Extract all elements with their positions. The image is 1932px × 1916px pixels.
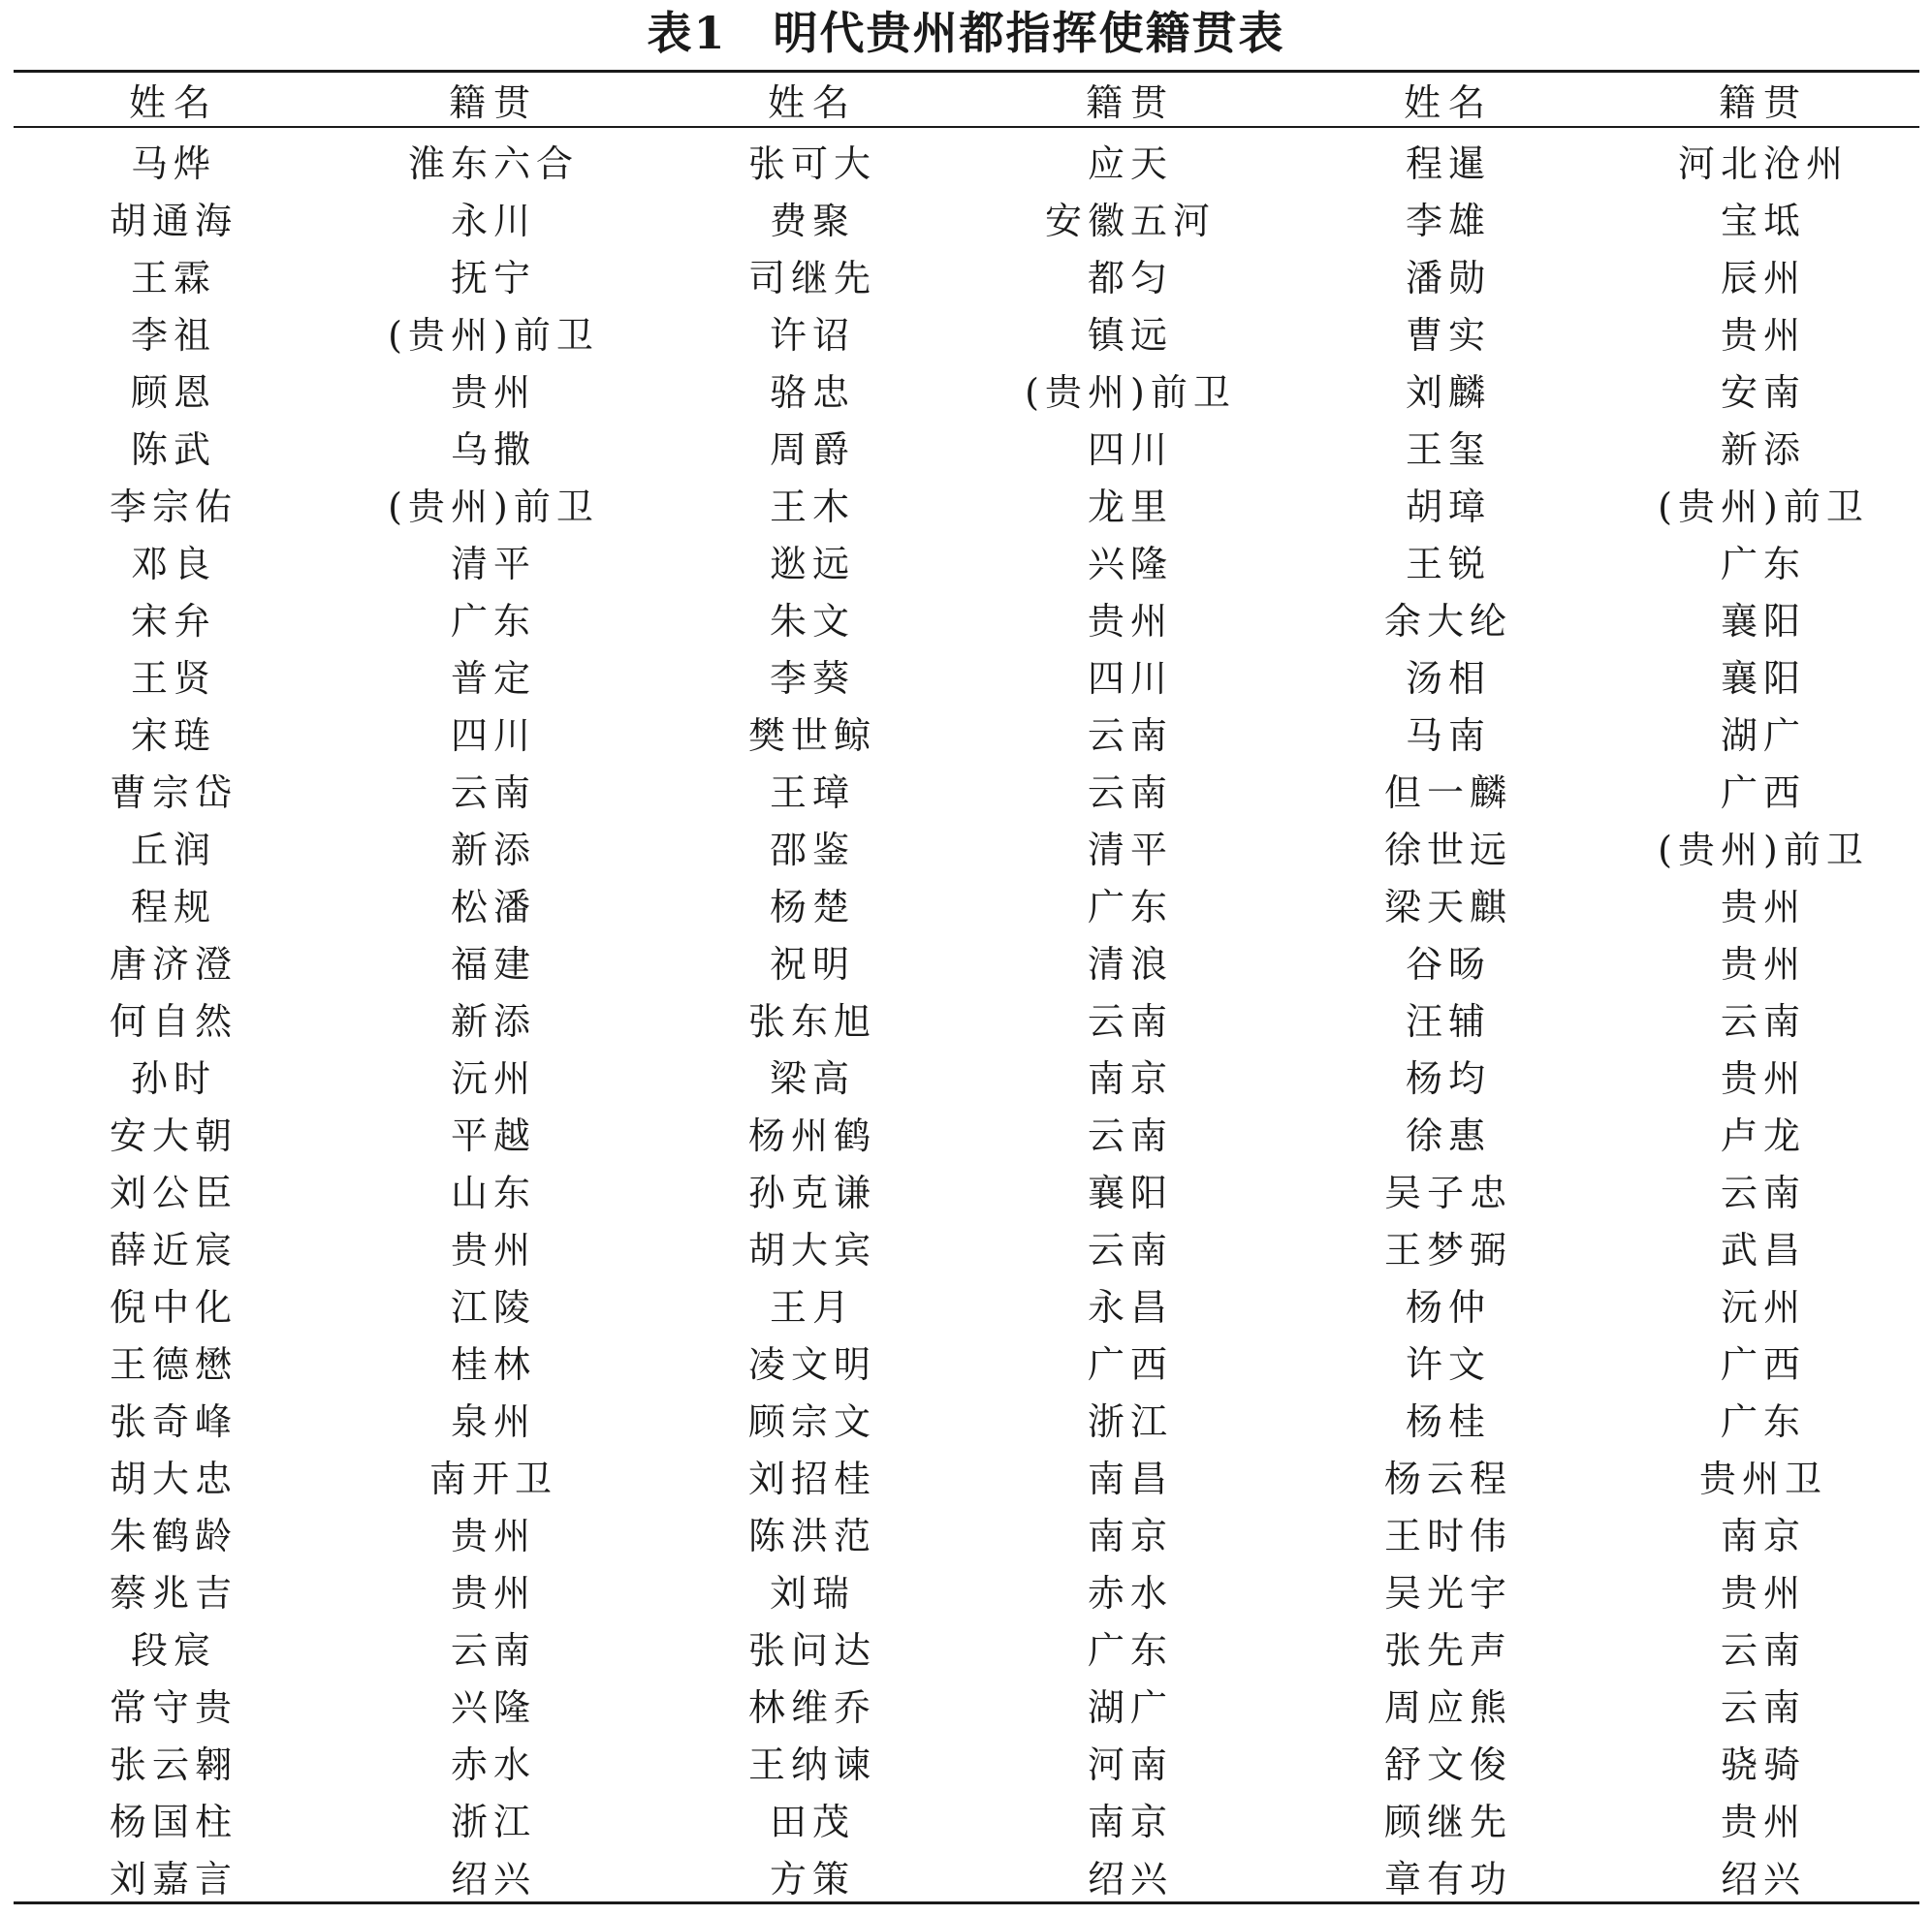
table-row [14, 1447, 1919, 1504]
cell-name-1: 程规 [130, 886, 216, 928]
cell-name-1: 杨国柱 [109, 1801, 238, 1843]
cell-origin-2: 安徽五河 [1044, 200, 1216, 242]
table-row [14, 246, 1919, 303]
table-row [14, 418, 1919, 475]
cell-name-2: 邵鉴 [769, 829, 855, 871]
cell-origin-1: 浙江 [450, 1801, 536, 1843]
cell-origin-1: 云南 [450, 1629, 536, 1672]
cell-origin-3: 贵州卫 [1698, 1458, 1827, 1500]
table-row [14, 1161, 1919, 1218]
cell-origin-2: 襄阳 [1087, 1172, 1173, 1214]
cell-origin-1: 清平 [450, 543, 536, 585]
table-row [14, 1275, 1919, 1333]
cell-name-3: 许文 [1405, 1343, 1491, 1386]
cell-origin-2: 云南 [1087, 714, 1173, 757]
cell-origin-1: 贵州 [450, 1229, 536, 1272]
table-body [14, 126, 1919, 1904]
cell-origin-1: (贵州)前卫 [388, 314, 599, 357]
cell-origin-1: 绍兴 [450, 1858, 536, 1900]
cell-origin-3: 新添 [1720, 428, 1806, 471]
cell-origin-3: 广东 [1720, 543, 1806, 585]
cell-origin-1: 永川 [450, 200, 536, 242]
cell-name-1: 胡通海 [109, 200, 238, 242]
cell-name-2: 梁高 [769, 1057, 855, 1100]
cell-origin-1: 新添 [450, 829, 536, 871]
cell-name-2: 刘瑞 [769, 1572, 855, 1615]
table-row [14, 589, 1919, 646]
table-row [14, 1676, 1919, 1733]
cell-name-1: 宋弁 [130, 600, 216, 643]
commander-origin-table [14, 73, 1919, 1904]
cell-origin-2: 广东 [1087, 886, 1173, 928]
cell-name-3: 舒文俊 [1383, 1743, 1512, 1786]
header-origin-3: 籍贯 [1718, 81, 1808, 124]
cell-origin-1: 赤水 [450, 1743, 536, 1786]
cell-origin-2: 清浪 [1087, 943, 1173, 986]
table-row [14, 875, 1919, 932]
cell-name-3: 徐世远 [1383, 829, 1512, 871]
cell-name-1: 倪中化 [109, 1286, 238, 1329]
cell-name-3: 李雄 [1405, 200, 1491, 242]
cell-origin-1: 乌撒 [450, 428, 536, 471]
cell-origin-2: 南昌 [1087, 1458, 1173, 1500]
cell-name-3: 王时伟 [1383, 1515, 1512, 1557]
table-row [14, 1390, 1919, 1447]
table-row [14, 646, 1919, 704]
cell-name-1: 王贤 [130, 657, 216, 700]
cell-origin-2: 南京 [1087, 1801, 1173, 1843]
table-row [14, 475, 1919, 532]
header-name-3: 姓名 [1403, 81, 1493, 124]
table-row [14, 1047, 1919, 1104]
cell-name-1: 段宸 [130, 1629, 216, 1672]
cell-origin-1: 淮东六合 [407, 142, 579, 185]
cell-origin-3: 广西 [1720, 1343, 1806, 1386]
cell-origin-1: 沅州 [450, 1057, 536, 1100]
cell-origin-2: 应天 [1087, 142, 1173, 185]
cell-name-3: 王玺 [1405, 428, 1491, 471]
table-row [14, 1733, 1919, 1790]
cell-name-3: 周应熊 [1383, 1686, 1512, 1729]
cell-name-3: 吴子忠 [1383, 1172, 1512, 1214]
cell-origin-3: 卢龙 [1720, 1115, 1806, 1157]
cell-name-3: 刘麟 [1405, 371, 1491, 414]
cell-origin-2: 绍兴 [1087, 1858, 1173, 1900]
cell-name-1: 蔡兆吉 [109, 1572, 238, 1615]
cell-origin-3: 安南 [1720, 371, 1806, 414]
cell-name-3: 马南 [1405, 714, 1491, 757]
cell-name-2: 张可大 [747, 142, 876, 185]
cell-origin-2: 龙里 [1087, 486, 1173, 528]
cell-name-2: 张问达 [747, 1629, 876, 1672]
cell-origin-3: (贵州)前卫 [1658, 829, 1869, 871]
cell-name-2: 司继先 [747, 257, 876, 299]
table-number: 表1 [647, 7, 727, 59]
table-row [14, 1618, 1919, 1676]
cell-origin-3: 武昌 [1720, 1229, 1806, 1272]
table-row [14, 1504, 1919, 1561]
cell-name-3: 王锐 [1405, 543, 1491, 585]
cell-origin-2: 云南 [1087, 1229, 1173, 1272]
cell-origin-1: 贵州 [450, 371, 536, 414]
cell-name-1: 胡大忠 [109, 1458, 238, 1500]
cell-origin-2: 河南 [1087, 1743, 1173, 1786]
cell-name-1: 何自然 [109, 1000, 238, 1043]
cell-origin-1: 松潘 [450, 886, 536, 928]
cell-name-1: 邓良 [130, 543, 216, 585]
cell-name-2: 李葵 [769, 657, 855, 700]
cell-origin-2: 广西 [1087, 1343, 1173, 1386]
cell-origin-3: 云南 [1720, 1686, 1806, 1729]
cell-name-2: 陈洪范 [747, 1515, 876, 1557]
cell-origin-2: 四川 [1087, 428, 1173, 471]
cell-name-3: 谷旸 [1405, 943, 1491, 986]
cell-name-2: 田茂 [769, 1801, 855, 1843]
table-row [14, 932, 1919, 989]
cell-name-1: 张云翱 [109, 1743, 238, 1786]
cell-name-1: 刘公臣 [109, 1172, 238, 1214]
header-name-1: 姓名 [128, 81, 218, 124]
cell-origin-3: 贵州 [1720, 1057, 1806, 1100]
cell-name-1: 李宗佑 [109, 486, 238, 528]
table-row [14, 1104, 1919, 1161]
cell-name-2: 王月 [769, 1286, 855, 1329]
cell-name-1: 王霖 [130, 257, 216, 299]
cell-name-2: 逖远 [769, 543, 855, 585]
cell-origin-3: 宝坻 [1720, 200, 1806, 242]
cell-origin-1: 四川 [450, 714, 536, 757]
cell-origin-3: 广西 [1720, 771, 1806, 814]
cell-name-1: 常守贵 [109, 1686, 238, 1729]
table-row [14, 361, 1919, 418]
cell-origin-3: 云南 [1720, 1000, 1806, 1043]
cell-name-2: 许诏 [769, 314, 855, 357]
cell-origin-1: 新添 [450, 1000, 536, 1043]
cell-name-3: 杨仲 [1405, 1286, 1491, 1329]
cell-name-2: 凌文明 [747, 1343, 876, 1386]
cell-name-3: 王梦弼 [1383, 1229, 1512, 1272]
cell-origin-1: 广东 [450, 600, 536, 643]
cell-origin-1: (贵州)前卫 [388, 486, 599, 528]
cell-name-3: 但一麟 [1383, 771, 1512, 814]
cell-name-1: 顾恩 [130, 371, 216, 414]
table-row [14, 189, 1919, 246]
cell-origin-3: 云南 [1720, 1172, 1806, 1214]
cell-name-3: 杨均 [1405, 1057, 1491, 1100]
cell-origin-3: 广东 [1720, 1400, 1806, 1443]
cell-origin-2: 云南 [1087, 771, 1173, 814]
table-title: 明代贵州都指挥使籍贯表 [773, 7, 1285, 59]
table-row [14, 1218, 1919, 1275]
cell-origin-3: 贵州 [1720, 1572, 1806, 1615]
cell-name-1: 王德懋 [109, 1343, 238, 1386]
cell-name-3: 胡璋 [1405, 486, 1491, 528]
cell-origin-3: 贵州 [1720, 1801, 1806, 1843]
cell-origin-1: 桂林 [450, 1343, 536, 1386]
cell-origin-1: 福建 [450, 943, 536, 986]
cell-origin-3: 辰州 [1720, 257, 1806, 299]
cell-name-3: 梁天麒 [1383, 886, 1512, 928]
cell-name-2: 孙克谦 [747, 1172, 876, 1214]
cell-name-3: 吴光宇 [1383, 1572, 1512, 1615]
cell-origin-1: 贵州 [450, 1572, 536, 1615]
cell-origin-2: 镇远 [1087, 314, 1173, 357]
header-origin-2: 籍贯 [1085, 81, 1175, 124]
cell-origin-3: 贵州 [1720, 314, 1806, 357]
cell-name-3: 潘勋 [1405, 257, 1491, 299]
table-row [14, 532, 1919, 589]
cell-name-3: 汪辅 [1405, 1000, 1491, 1043]
cell-origin-2: 贵州 [1087, 600, 1173, 643]
cell-name-1: 刘嘉言 [109, 1858, 238, 1900]
cell-name-3: 程暹 [1405, 142, 1491, 185]
cell-origin-1: 贵州 [450, 1515, 536, 1557]
cell-origin-1: 兴隆 [450, 1686, 536, 1729]
cell-name-1: 丘润 [130, 829, 216, 871]
cell-name-1: 陈武 [130, 428, 216, 471]
cell-origin-2: 四川 [1087, 657, 1173, 700]
cell-name-2: 张东旭 [747, 1000, 876, 1043]
cell-origin-3: 湖广 [1720, 714, 1806, 757]
cell-origin-2: 云南 [1087, 1115, 1173, 1157]
cell-name-3: 顾继先 [1383, 1801, 1512, 1843]
table-row [14, 303, 1919, 361]
table-header [14, 73, 1919, 126]
cell-name-3: 章有功 [1383, 1858, 1512, 1900]
cell-origin-3: 骁骑 [1720, 1743, 1806, 1786]
cell-name-2: 顾宗文 [747, 1400, 876, 1443]
cell-origin-3: 贵州 [1720, 943, 1806, 986]
cell-name-1: 张奇峰 [109, 1400, 238, 1443]
cell-origin-1: 江陵 [450, 1286, 536, 1329]
cell-origin-3: 绍兴 [1720, 1858, 1806, 1900]
cell-origin-2: 云南 [1087, 1000, 1173, 1043]
cell-name-1: 安大朝 [109, 1115, 238, 1157]
table-row [14, 1333, 1919, 1390]
header-row [14, 73, 1919, 126]
cell-name-3: 徐惠 [1405, 1115, 1491, 1157]
cell-origin-2: 赤水 [1087, 1572, 1173, 1615]
cell-name-1: 曹宗岱 [109, 771, 238, 814]
cell-origin-1: 云南 [450, 771, 536, 814]
cell-origin-1: 南开卫 [428, 1458, 557, 1500]
cell-name-2: 祝明 [769, 943, 855, 986]
cell-origin-3: 河北沧州 [1677, 142, 1849, 185]
cell-origin-1: 抚宁 [450, 257, 536, 299]
cell-origin-3: 襄阳 [1720, 657, 1806, 700]
cell-origin-2: 浙江 [1087, 1400, 1173, 1443]
cell-name-3: 张先声 [1383, 1629, 1512, 1672]
table-caption [0, 4, 1932, 62]
cell-origin-2: 永昌 [1087, 1286, 1173, 1329]
cell-name-2: 胡大宾 [747, 1229, 876, 1272]
cell-name-1: 薛近宸 [109, 1229, 238, 1272]
cell-name-2: 方策 [769, 1858, 855, 1900]
cell-origin-3: 南京 [1720, 1515, 1806, 1557]
cell-origin-2: 广东 [1087, 1629, 1173, 1672]
table-row [14, 704, 1919, 761]
cell-name-2: 费聚 [769, 200, 855, 242]
cell-name-2: 樊世鲸 [747, 714, 876, 757]
cell-name-1: 朱鹤龄 [109, 1515, 238, 1557]
cell-name-2: 王璋 [769, 771, 855, 814]
table-row [14, 1847, 1919, 1904]
table-row [14, 1561, 1919, 1618]
cell-name-3: 杨桂 [1405, 1400, 1491, 1443]
cell-origin-2: 南京 [1087, 1515, 1173, 1557]
table-row [14, 761, 1919, 818]
cell-name-2: 林维乔 [747, 1686, 876, 1729]
cell-origin-2: 南京 [1087, 1057, 1173, 1100]
cell-name-2: 周爵 [769, 428, 855, 471]
cell-name-2: 杨州鹤 [747, 1115, 876, 1157]
cell-origin-3: 襄阳 [1720, 600, 1806, 643]
cell-name-1: 唐济澄 [109, 943, 238, 986]
cell-name-2: 骆忠 [769, 371, 855, 414]
cell-origin-2: (贵州)前卫 [1025, 371, 1236, 414]
table-row [14, 1790, 1919, 1847]
cell-origin-1: 普定 [450, 657, 536, 700]
cell-name-2: 杨楚 [769, 886, 855, 928]
header-origin-1: 籍贯 [448, 81, 538, 124]
cell-name-2: 王纳谏 [747, 1743, 876, 1786]
cell-origin-1: 平越 [450, 1115, 536, 1157]
cell-origin-2: 都匀 [1087, 257, 1173, 299]
cell-name-1: 孙时 [130, 1057, 216, 1100]
cell-origin-3: 沅州 [1720, 1286, 1806, 1329]
cell-origin-2: 清平 [1087, 829, 1173, 871]
cell-name-3: 汤相 [1405, 657, 1491, 700]
header-name-2: 姓名 [767, 81, 857, 124]
cell-name-3: 曹实 [1405, 314, 1491, 357]
cell-origin-1: 山东 [450, 1172, 536, 1214]
cell-origin-1: 泉州 [450, 1400, 536, 1443]
table-row [14, 989, 1919, 1047]
cell-origin-3: 贵州 [1720, 886, 1806, 928]
cell-origin-2: 兴隆 [1087, 543, 1173, 585]
cell-name-1: 李祖 [130, 314, 216, 357]
cell-origin-2: 湖广 [1087, 1686, 1173, 1729]
cell-name-1: 马烨 [130, 142, 216, 185]
table-row [14, 132, 1919, 189]
cell-origin-3: (贵州)前卫 [1658, 486, 1869, 528]
cell-name-2: 朱文 [769, 600, 855, 643]
cell-origin-3: 云南 [1720, 1629, 1806, 1672]
cell-name-2: 刘招桂 [747, 1458, 876, 1500]
cell-name-3: 杨云程 [1383, 1458, 1512, 1500]
cell-name-2: 王木 [769, 486, 855, 528]
cell-name-1: 宋琏 [130, 714, 216, 757]
table-row [14, 818, 1919, 875]
cell-name-3: 余大纶 [1383, 600, 1512, 643]
